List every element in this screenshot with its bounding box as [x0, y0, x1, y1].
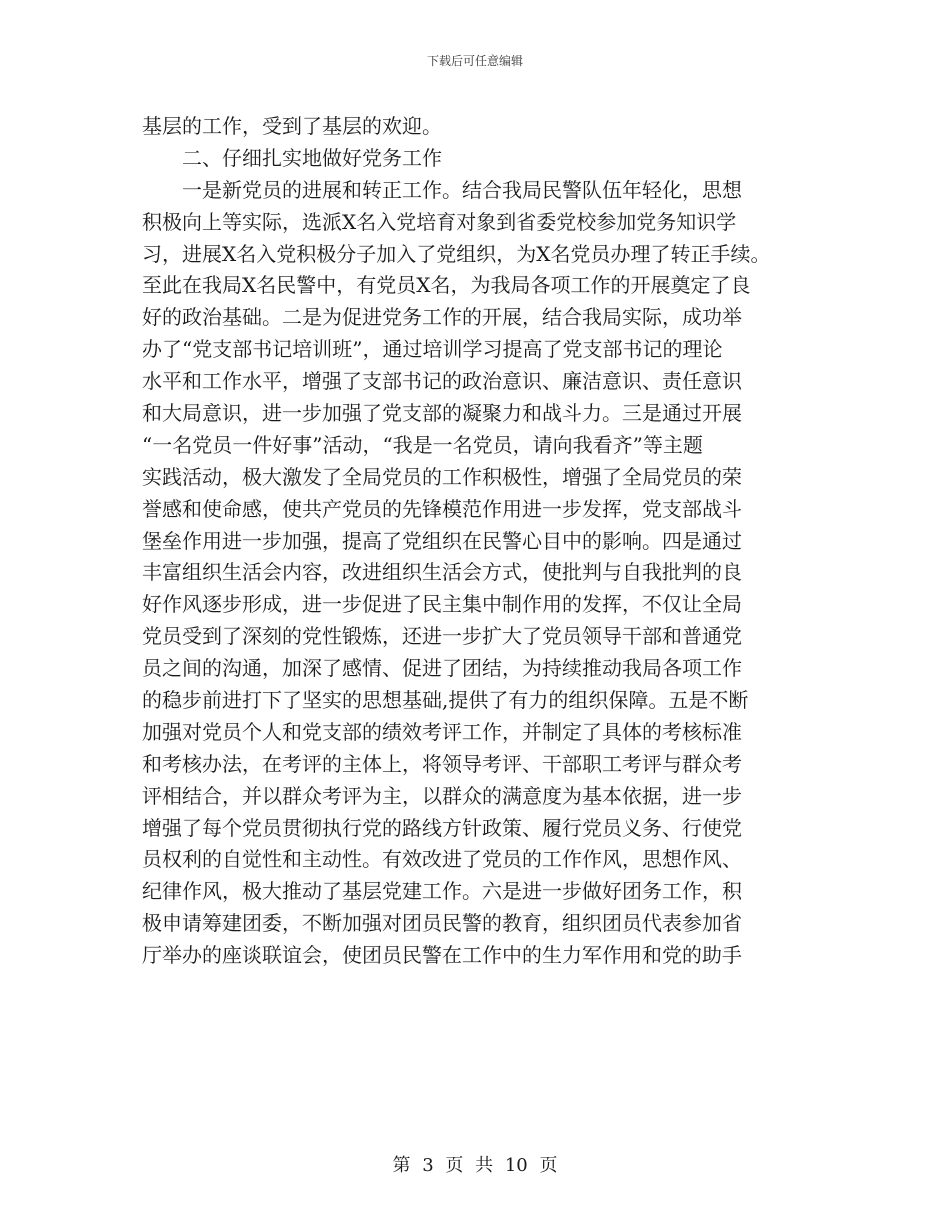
text-line: 办了“党支部书记培训班”，通过培训学习提高了党支部书记的理论 [142, 337, 723, 362]
section-heading: 二、仔细扎实地做好党务工作 [182, 145, 442, 170]
text-line: 员之间的沟通，加深了感情、促进了团结，为持续推动我局各项工作 [142, 656, 742, 681]
text-line: 的稳步前进打下了坚实的思想基础,提供了有力的组织保障。五是不断 [142, 688, 749, 713]
text-line: 纪律作风，极大推动了基层党建工作。六是进一步做好团务工作，积 [142, 879, 742, 904]
text-line: 厅举办的座谈联谊会，使团员民警在工作中的生力军作用和党的助手 [142, 943, 742, 968]
text-line: 丰富组织生活会内容，改进组织生活会方式，使批判与自我批判的良 [142, 560, 742, 585]
text-line: 基层的工作，受到了基层的欢迎。 [142, 114, 442, 138]
document-body [142, 111, 812, 972]
text-line: 一是新党员的进展和转正工作。结合我局民警队伍年轻化，思想 [182, 177, 742, 202]
text-line: 好作风逐步形成，进一步促进了民主集中制作用的发挥，不仅让全局 [142, 592, 742, 617]
text-line: 评相结合，并以群众考评为主，以群众的满意度为基本依据，进一步 [142, 783, 742, 808]
page-header-note: 下载后可任意编辑 [426, 54, 523, 68]
text-line: 党员受到了深刻的党性锻炼，还进一步扩大了党员领导干部和普通党 [142, 624, 742, 649]
text-line: 加强对党员个人和党支部的绩效考评工作，并制定了具体的考核标准 [142, 719, 742, 744]
text-line: 誉感和使命感，使共产党员的先锋模范作用进一步发挥，党支部战斗 [142, 496, 742, 521]
text-line: 习，进展X名入党积极分子加入了党组织，为X名党员办理了转正手续。 [142, 241, 771, 266]
text-line: 积极向上等实际，选派X名入党培育对象到省委党校参加党务知识学 [142, 209, 737, 234]
text-line: “一名党员一件好事”活动，“我是一名党员，请向我看齐”等主题 [142, 432, 703, 457]
text-line: 员权利的自觉性和主动性。有效改进了党员的工作作风，思想作风、 [142, 847, 742, 872]
text-line: 至此在我局X名民警中，有党员X名，为我局各项工作的开展奠定了良 [142, 273, 751, 298]
page-number: 第 3 页 共 10 页 [392, 1155, 558, 1176]
text-line: 堡垒作用进一步加强，提高了党组织在民警心目中的影响。四是通过 [142, 528, 742, 553]
text-line: 极申请筹建团委，不断加强对团员民警的教育，组织团员代表参加省 [142, 911, 742, 936]
text-line: 好的政治基础。二是为促进党务工作的开展，结合我局实际，成功举 [142, 305, 742, 330]
text-line: 增强了每个党员贯彻执行党的路线方针政策、履行党员义务、行使党 [142, 815, 742, 840]
text-line: 和大局意识，进一步加强了党支部的凝聚力和战斗力。三是通过开展 [142, 401, 742, 426]
text-line: 实践活动，极大激发了全局党员的工作积极性，增强了全局党员的荣 [142, 464, 742, 489]
text-line: 和考核办法，在考评的主体上，将领导考评、干部职工考评与群众考 [142, 751, 742, 776]
text-line: 水平和工作水平，增强了支部书记的政治意识、廉洁意识、责任意识 [142, 369, 742, 394]
